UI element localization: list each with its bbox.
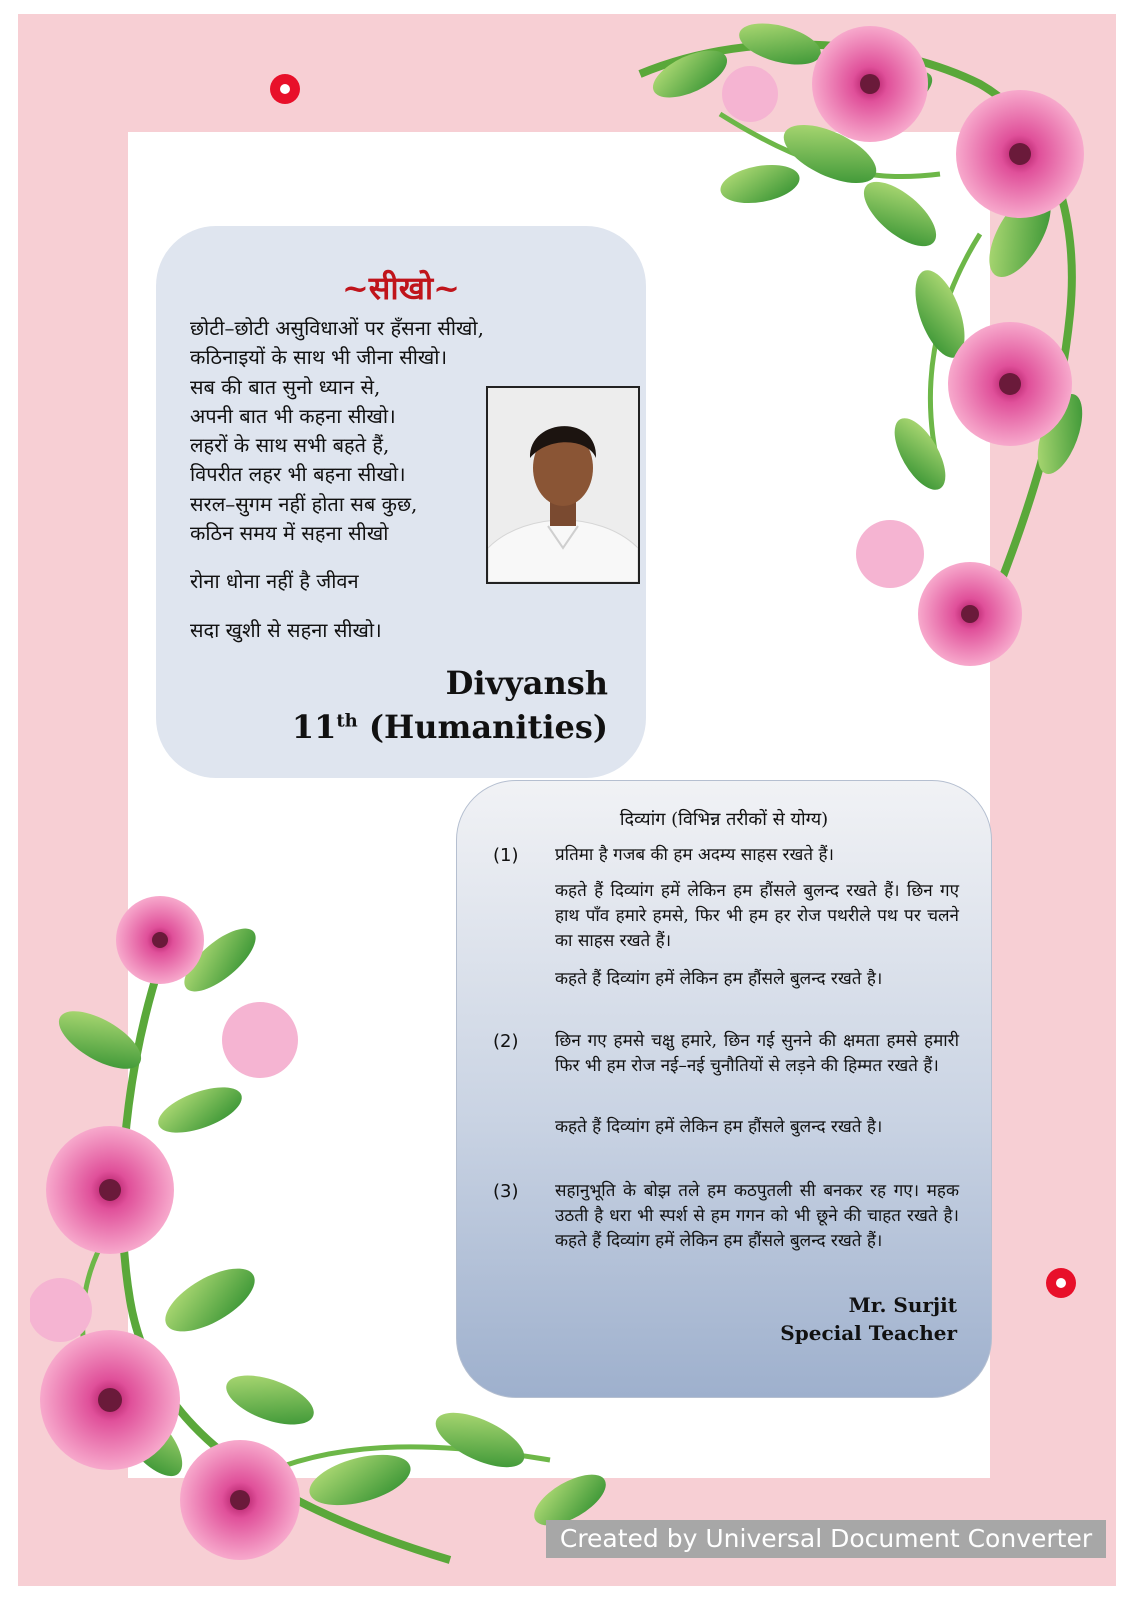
poem-line: विपरीत लहर भी बहना सीखो। <box>190 462 406 486</box>
poem-line: लहरों के साथ सभी बहते हैं, <box>190 433 390 457</box>
poem-line: कठिन समय में सहना सीखो <box>190 521 389 545</box>
poem-card-divyang <box>456 780 992 1398</box>
poem-line: रोना धोना नहीं है जीवन <box>190 569 359 593</box>
stanza-number: (3) <box>493 1181 519 1202</box>
poem-line: सदा खुशी से सहना सीखो। <box>190 618 382 642</box>
poem-line: सब की बात सुनो ध्यान से, <box>190 375 381 399</box>
stanza-text: सहानुभूति के बोझ तले हम कठपुतली सी बनकर रह गए। महक उठती है धरा भी स्पर्श से हम गगन को भी छूने की चाहत रखते है। कहते हैं दिव्यांग हमें लेकिन हम हौंसले बुलन्द रखते हैं। <box>555 1181 959 1251</box>
student-photo <box>486 386 640 584</box>
poem-line: अपनी बात भी कहना सीखो। <box>190 404 396 428</box>
signature-role: Special Teacher <box>780 1321 957 1345</box>
red-dot-right-icon <box>1046 1268 1076 1298</box>
poem-line: छोटी–छोटी असुविधाओं पर हँसना सीखो, <box>190 316 484 340</box>
stanza-text: कहते हैं दिव्यांग हमें लेकिन हम हौंसले बुलन्द रखते है। <box>555 969 883 989</box>
signature-name: Mr. Surjit <box>848 1293 957 1317</box>
author-name: Divyansh <box>445 664 608 702</box>
watermark-banner: Created by Universal Document Converter <box>546 1520 1106 1558</box>
class-number: 11 <box>291 708 337 746</box>
stanza-text: कहते हैं दिव्यांग हमें लेकिन हम हौंसले बुलन्द रखते हैं। छिन गए हाथ पाँव हमारे हमसे, फिर भी हम हर रोज पथरीले पथ पर चलने का साहस रखते हैं। <box>555 881 959 951</box>
class-stream: (Humanities) <box>368 708 608 746</box>
stanza-text: कहते हैं दिव्यांग हमें लेकिन हम हौंसले बुलन्द रखते है। <box>555 1117 883 1137</box>
student-portrait-icon <box>488 388 638 582</box>
poem-line: सरल–सुगम नहीं होता सब कुछ, <box>190 492 418 516</box>
poem-line: कठिनाइयों के साथ भी जीना सीखो। <box>190 345 448 369</box>
stanza-number: (2) <box>493 1031 519 1052</box>
poem-card-seekho <box>156 226 646 778</box>
stanza-text: प्रतिमा है गजब की हम अदम्य साहस रखते हैं। <box>555 845 834 865</box>
flower-vine-top-right-icon <box>600 14 1116 704</box>
red-dot-top-icon <box>270 74 300 104</box>
class-superscript: th <box>336 710 358 732</box>
stanza-text: छिन गए हमसे चक्षु हमारे, छिन गई सुनने की क्षमता हमसे हमारी फिर भी हम रोज नई–नई चुनौतियों से लड़ने की हिम्मत रखते हैं। <box>555 1031 959 1076</box>
stanza-number: (1) <box>493 845 519 866</box>
poem-title: ~सीखो~ <box>341 269 460 307</box>
poem-heading: दिव्यांग (विभिन्न तरीकों से योग्य) <box>619 809 829 830</box>
author-class <box>292 708 608 746</box>
